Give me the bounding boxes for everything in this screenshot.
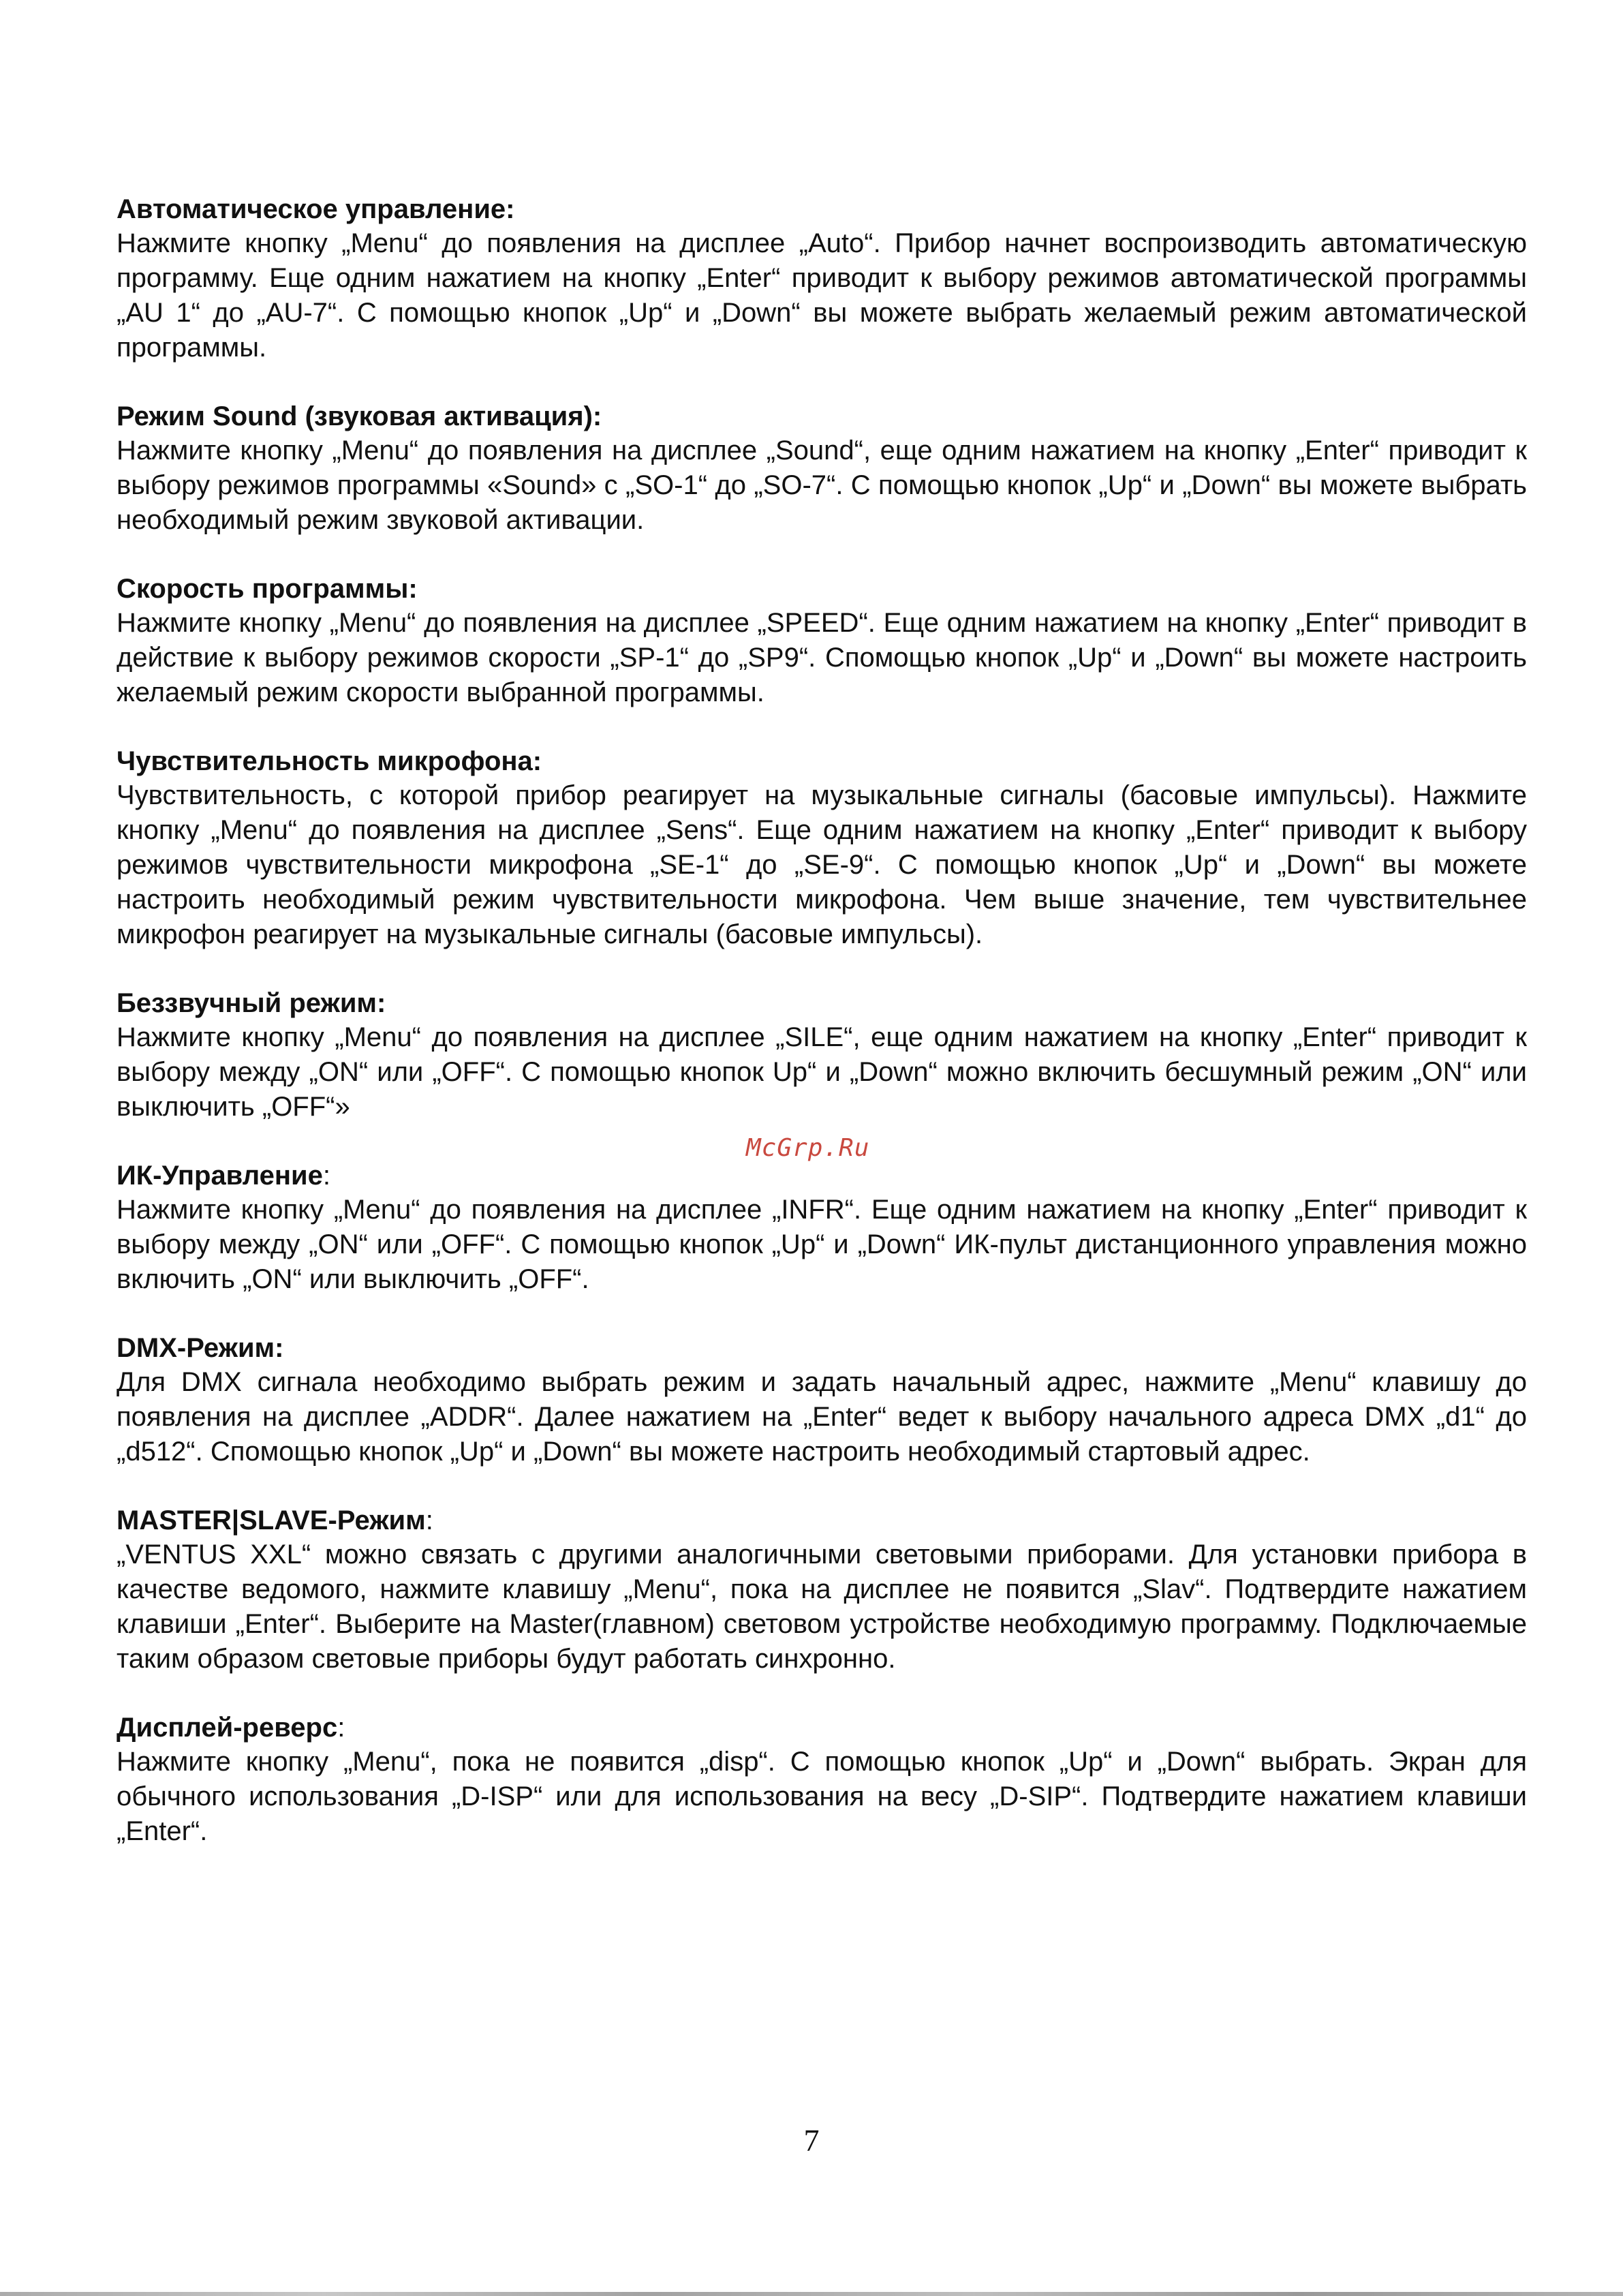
section-text: Нажмите кнопку „Menu“ до появления на дисплее „INFR“. Еще одним нажатием на кнопку „Enter“ приводит к выбору между „ON“ или „OFF“. С помощью кнопок „Up“ и „Down“ ИК-пульт дистанционного управления можно включить „ON“ или выключить „OFF“. [117,1195,1527,1294]
section-silent-mode [117,986,1527,1124]
section-heading: Беззвучный режим: [117,988,386,1018]
section-heading: Режим Sound (звуковая активация): [117,401,602,431]
section-heading: Дисплей-реверс: [117,1713,345,1743]
section-program-speed [117,572,1527,710]
section-display-reverse [117,1711,1527,1849]
section-ir-control [117,1159,1527,1297]
section-text: Нажмите кнопку „Menu“ до появления на дисплее „SILE“, еще одним нажатием на кнопку „Enter“ приводит к выбору между „ON“ или „OFF“. С помощью кнопок Up“ и „Down“ можно включить бесшумный режим „ON“ или выключить „OFF“» [117,1022,1527,1122]
section-text: Нажмите кнопку „Menu“ до появления на дисплее „Sound“, еще одним нажатием на кнопку „Enter“ приводит к выбору режимов программы «Sound» с „SO-1“ до „SO-7“. С помощью кнопок „Up“ и „Down“ вы можете выбрать необходимый режим звуковой активации. [117,435,1527,535]
section-heading: Автоматическое управление: [117,194,515,224]
section-mic-sensitivity [117,744,1527,952]
section-dmx-mode [117,1331,1527,1469]
section-heading: ИК-Управление: [117,1161,330,1191]
section-text: Нажмите кнопку „Menu“ до появления на дисплее „SPEED“. Еще одним нажатием на кнопку „Enter“ приводит в действие к выбору режимов скорости „SP-1“ до „SP9“. Спомощью кнопок „Up“ и „Down“ вы можете настроить желаемый режим скорости выбранной программы. [117,608,1527,707]
section-text: Чувствительность, с которой прибор реагирует на музыкальные сигналы (басовые импульсы). Нажмите кнопку „Menu“ до появления на дисплее „Sens“. Еще одним нажатием на кнопку „Enter“ приводит к выбору режимов чувствительности микрофона „SE-1“ до „SE-9“. С помощью кнопок „Up“ и „Down“ вы можете настроить необходимый режим чувствительности микрофона. Чем выше значение, тем чувствительнее микрофон реагирует на музыкальные сигналы (басовые импульсы). [117,780,1527,949]
document-body [117,192,1527,1883]
watermark: McGrp.Ru [746,1134,870,1162]
section-master-slave-mode [117,1503,1527,1677]
section-sound-mode [117,399,1527,538]
section-text: Для DMX сигнала необходимо выбрать режим и задать начальный адрес, нажмите „Menu“ клавишу до появления на дисплее „ADDR“. Далее нажатием на „Enter“ ведет к выбору начального адреса DMX „d1“ до „d512“. Спомощью кнопок „Up“ и „Down“ вы можете настроить необходимый стартовый адрес. [117,1367,1527,1467]
section-heading: MASTER|SLAVE-Режим: [117,1505,433,1535]
page-number: 7 [803,2123,820,2158]
section-text: Нажмите кнопку „Menu“ до появления на дисплее „Auto“. Прибор начнет воспроизводить автоматическую программу. Еще одним нажатием на кнопку „Enter“ приводит к выбору режимов автоматической программы „AU 1“ до „AU-7“. С помощью кнопок „Up“ и „Down“ вы можете выбрать желаемый режим автоматической программы. [117,228,1527,363]
section-heading: Чувствительность микрофона: [117,746,542,776]
section-heading: DMX-Режим: [117,1333,284,1363]
section-heading: Скорость программы: [117,574,418,604]
section-auto-control [117,192,1527,365]
section-text: „VENTUS XXL“ можно связать с другими аналогичными световыми приборами. Для установки прибора в качестве ведомого, нажмите клавишу „Menu“, пока на дисплее не появится „Slav“. Подтвердите нажатием клавиши „Enter“. Выберите на Master(главном) световом устройстве необходимую программу. Подключаемые таким образом световые приборы будут работать синхронно. [117,1540,1527,1674]
section-text: Нажмите кнопку „Menu“, пока не появится „disp“. С помощью кнопок „Up“ и „Down“ выбрать. Экран для обычного использования „D-ISP“ или для использования на весу „D-SIP“. Подтвердите нажатием клавиши „Enter“. [117,1747,1527,1846]
scan-edge-divider [0,2292,1623,2296]
